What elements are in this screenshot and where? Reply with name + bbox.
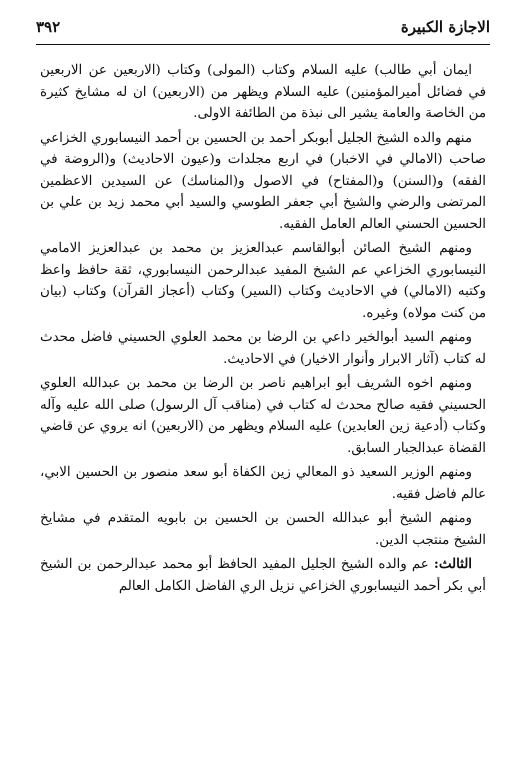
paragraph-text: عم والده الشيخ الجليل المفيد الحافظ أبو محمد عبدالرحمن بن الشيخ أبي بكر أحمد النيسابوري الخزاعي نزيل الري الفاضل الكامل العالم <box>40 557 486 594</box>
paragraph <box>40 554 486 597</box>
header-rule <box>36 44 490 45</box>
page-number: ٣٩٢ <box>36 18 61 36</box>
paragraph: ومنهم اخوه الشريف أبو ابراهيم ناصر بن الرضا بن محمد بن عبدالله العلوي الحسيني فقيه صالح محدث له كتاب في (مناقب آل الرسول) صلى الله عليه وآله وكتاب (أدعية زين العابدين) عليه السلام ويظهر من (الاربعين) انه يروي عن قاضي القضاة عبدالجبار السابق. <box>40 376 486 456</box>
body-text <box>40 60 486 600</box>
paragraph: ومنهم السيد أبوالخير داعي بن الرضا بن محمد العلوي الحسيني فاضل محدث له كتاب (آثار الابرار وأنوار الاخيار) في الاحاديث. <box>40 330 486 367</box>
section-lead: الثالث: <box>433 556 472 572</box>
paragraph: ومنهم الوزير السعيد ذو المعالي زين الكفاة أبو سعد منصور بن الحسين الابي، عالم فاضل فقيه. <box>40 465 486 502</box>
page-header <box>36 14 490 40</box>
paragraph: ايمان أبي طالب) عليه السلام وكتاب (المولى) وكتاب (الاربعين عن الاربعين في فضائل أميرالمؤمنين) عليه السلام ويظهر من (الاربعين) ان له مشايخ كثيرة من الخاصة والعامة يشير الى نبذة من الطائفة الاولى. <box>40 63 486 121</box>
paragraph: ومنهم الشيخ الصائن أبوالقاسم عبدالعزيز بن محمد بن عبدالعزيز الامامي النيسابوري الخزاعي عم الشيخ المفيد عبدالرحمن النيسابوري، ثقة حافظ واعظ وكتبه (الامالي) في الاحاديث وكتاب (السير) وكتاب (أعجاز القرآن) وكتاب (بيان من كنت مولاه) وغيره. <box>40 241 486 321</box>
paragraph: ومنهم الشيخ أبو عبدالله الحسن بن الحسين بن بابويه المتقدم في مشايخ الشيخ منتجب الدين. <box>40 511 486 548</box>
running-title: الاجازة الكبيرة <box>400 18 490 36</box>
paragraph: منهم والده الشيخ الجليل أبوبكر أحمد بن الحسين بن أحمد النيسابوري الخزاعي صاحب (الامالي في الاخبار) في اربع مجلدات و(عيون الاحاديث) و(الروضة في الفقه) و(السنن) و(المفتاح) في الاصول و(المناسك) عن السيدين الاعظمين المرتضى والرضي والشيخ أبي جعفر الطوسي والسيد أبي محمد زيد بن علي بن الحسين الحسني العالم العامل الفقيه. <box>40 130 486 232</box>
